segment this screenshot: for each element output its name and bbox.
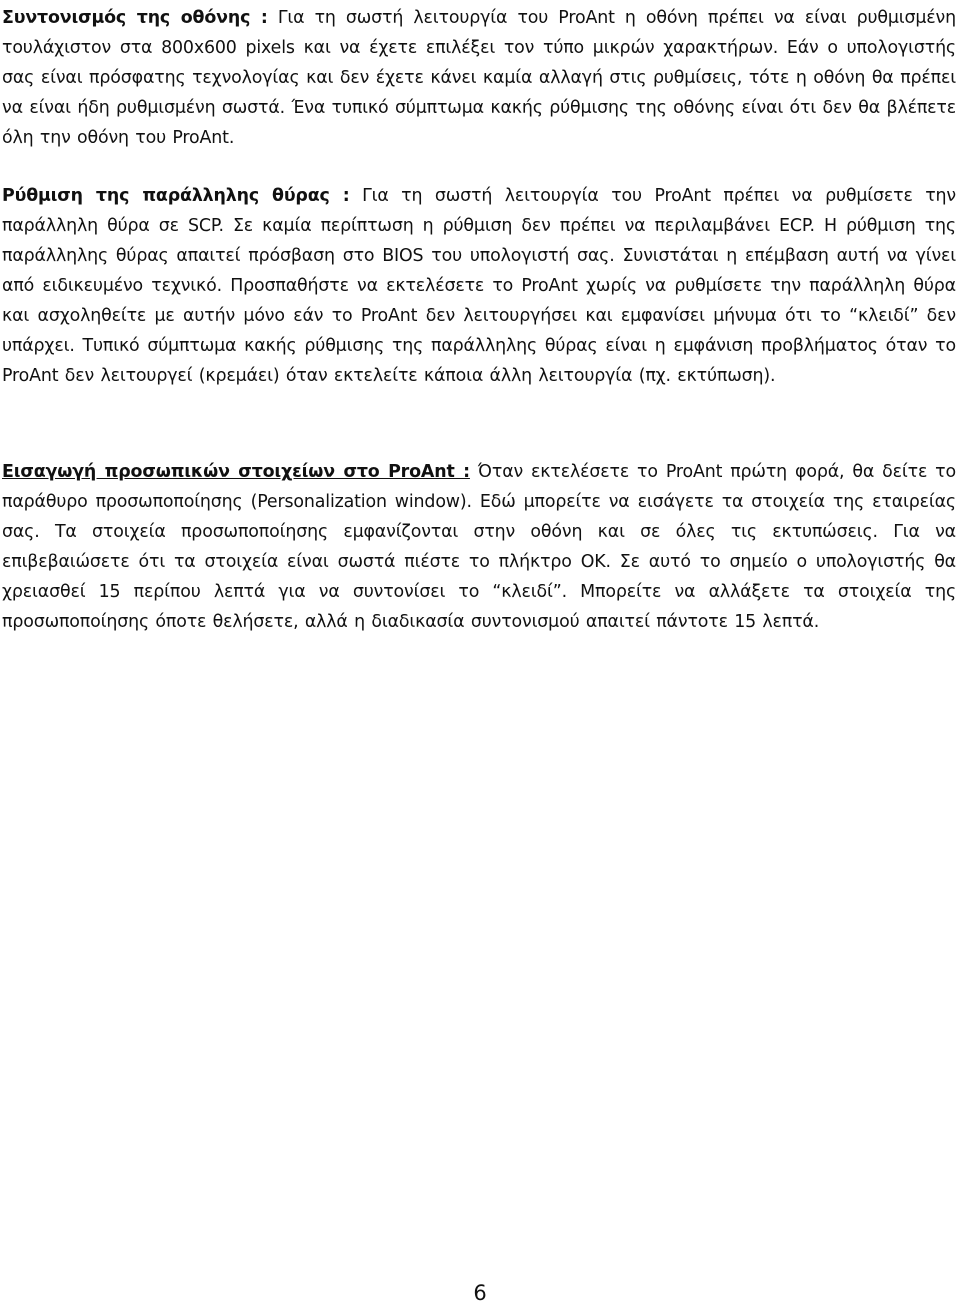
heading-personal-data: Εισαγωγή προσωπικών στοιχείων στο ProAnt : <box>2 462 470 482</box>
paragraph-personal-data <box>2 457 956 637</box>
heading-screen-setup: Συντονισμός της οθόνης : <box>2 8 268 28</box>
paragraph-screen-setup <box>2 3 956 153</box>
page-number: 6 <box>473 1281 487 1305</box>
body-parallel-port: Για τη σωστή λειτουργία του ProAnt πρέπει να ρυθμίσετε την παράλληλη θύρα σε SCP. Σε καμία περίπτωση η ρύθμιση δεν πρέπει να περιλαμβάνει ECP. Η ρύθμιση της παράλληλης θύρας απαιτεί πρόσβαση στο BIOS του υπολογιστή σας. Συνιστάται η επέμβαση αυτή να γίνει από ειδικευμένο τεχνικό. Προσπαθήστε να εκτελέσετε το ProAnt χωρίς να ρυθμίσετε την παράλληλη θύρα και ασχοληθείτε με αυτήν μόνο εάν το ProAnt δεν λειτουργήσει και εμφανίσει μήνυμα ότι το “κλειδί” δεν υπάρχει. Τυπικό σύμπτωμα κακής ρύθμισης της παράλληλης θύρας είναι η εμφάνιση προβλήματος όταν το ProAnt δεν λειτουργεί (κρεμάει) όταν εκτελείτε κάποια άλλη λειτουργία (πχ. εκτύπωση). <box>2 186 956 386</box>
paragraph-parallel-port <box>2 181 956 391</box>
heading-parallel-port: Ρύθμιση της παράλληλης θύρας : <box>2 186 350 206</box>
body-personal-data: Όταν εκτελέσετε το ProAnt πρώτη φορά, θα δείτε το παράθυρο προσωποποίησης (Personalization window). Εδώ μπορείτε να εισάγετε τα στοιχεία της εταιρείας σας. Τα στοιχεία προσωποποίησης εμφανίζονται στην οθόνη και σε όλες τις εκτυπώσεις. Για να επιβεβαιώσετε ότι τα στοιχεία είναι σωστά πιέστε το πλήκτρο OK. Σε αυτό το σημείο ο υπολογιστής θα χρειασθεί 15 περίπου λεπτά για να συντονίσει το “κλειδί”. Μπορείτε να αλλάξετε τα στοιχεία της προσωποποίησης όποτε θελήσετε, αλλά η διαδικασία συντονισμού απαιτεί πάντοτε 15 λεπτά. <box>2 462 956 632</box>
body-screen-setup: Για τη σωστή λειτουργία του ProAnt η οθόνη πρέπει να είναι ρυθμισμένη τουλάχιστον στα 800x600 pixels και να έχετε επιλέξει τον τύπο μικρών χαρακτήρων. Εάν ο υπολογιστής σας είναι πρόσφατης τεχνολογίας και δεν έχετε κάνει καμία αλλαγή στις ρυθμίσεις, τότε η οθόνη θα πρέπει να είναι ήδη ρυθμισμένη σωστά. Ένα τυπικό σύμπτωμα κακής ρύθμισης της οθόνης είναι ότι δεν θα βλέπετε όλη την οθόνη του ProAnt. <box>2 8 956 148</box>
